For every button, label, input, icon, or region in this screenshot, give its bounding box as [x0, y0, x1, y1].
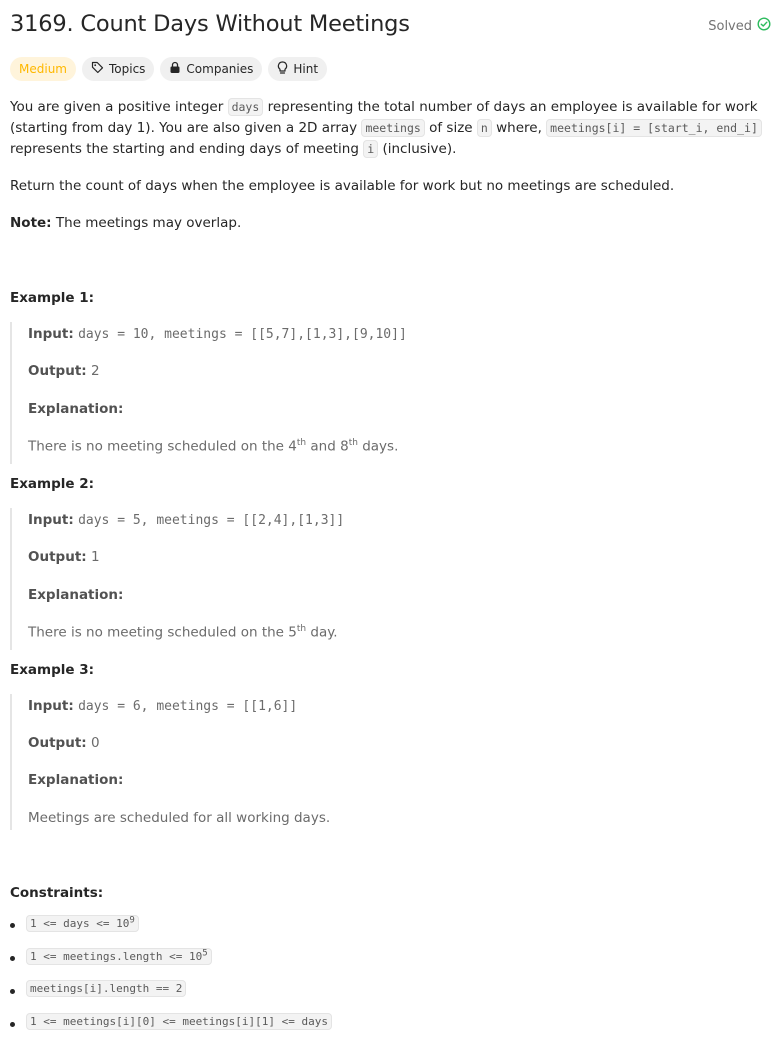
input-label: Input:: [28, 326, 74, 342]
companies-button[interactable]: [160, 57, 262, 81]
hint-label: Hint: [293, 62, 319, 76]
note-paragraph: [10, 213, 241, 234]
text: and 8: [306, 438, 349, 455]
inline-code: meetings: [361, 119, 424, 137]
example-3-explanation: Meetings are scheduled for all working days.: [28, 810, 331, 826]
list-item: [10, 1014, 332, 1047]
example-1-heading: Example 1:: [10, 290, 95, 306]
inline-code: days: [228, 98, 264, 116]
list-item: [10, 981, 332, 1014]
text: 1 <= meetings.length <= 10: [30, 949, 203, 963]
superscript: th: [296, 624, 307, 634]
topics-button[interactable]: [82, 57, 154, 81]
text: represents the starting and ending days of meeting: [10, 141, 364, 157]
companies-label: Companies: [186, 62, 254, 76]
text: (inclusive).: [378, 141, 457, 157]
superscript: 5: [202, 948, 208, 958]
solved-status: [708, 17, 771, 35]
input-value: days = 6, meetings = [[1,6]]: [78, 699, 298, 714]
output-label: Output:: [28, 363, 87, 379]
solved-label: Solved: [708, 18, 752, 34]
explanation-label: Explanation:: [28, 587, 124, 603]
check-circle-icon: [757, 17, 771, 35]
example-3-input: [28, 698, 297, 714]
inline-code: i: [363, 140, 378, 158]
inline-code: n: [477, 119, 492, 137]
note-text: The meetings may overlap.: [51, 215, 242, 231]
example-1-explanation: [28, 438, 398, 455]
example-3-output: [28, 735, 100, 751]
example-2-explanation-label: [28, 587, 123, 603]
inline-code: [26, 915, 139, 932]
list-item: [10, 915, 332, 948]
example-1-input: [28, 326, 407, 342]
constraints-list: [10, 915, 332, 1047]
text: representing the total number of days an employee is available for work (starting from day 1). You are also given a 2D array: [10, 99, 758, 136]
constraints-heading: Constraints:: [10, 885, 104, 901]
superscript: th: [348, 438, 358, 448]
explanation-label: Explanation:: [28, 772, 124, 788]
tag-bar: [10, 57, 327, 81]
text: There is no meeting scheduled on the 5: [28, 624, 297, 641]
text: 1 <= days <= 10: [30, 916, 130, 930]
lightbulb-icon: [277, 61, 288, 78]
output-value: 0: [90, 735, 100, 751]
text: of size: [424, 120, 477, 136]
text: day.: [306, 624, 338, 641]
example-3-heading: Example 3:: [10, 662, 95, 678]
topics-label: Topics: [108, 62, 146, 76]
note-label: Note:: [10, 215, 52, 231]
inline-code: 1 <= meetings[i][0] <= meetings[i][1] <= days: [26, 1013, 332, 1030]
output-value: 2: [90, 363, 100, 379]
explanation-label: Explanation:: [28, 401, 124, 417]
example-2-output: [28, 549, 100, 565]
text: days.: [357, 438, 399, 455]
superscript: 9: [129, 915, 135, 925]
output-label: Output:: [28, 549, 87, 565]
input-value: days = 5, meetings = [[2,4],[1,3]]: [78, 513, 345, 528]
example-3-explanation-label: [28, 772, 123, 788]
text: There is no meeting scheduled on the 4: [28, 438, 297, 455]
difficulty-badge[interactable]: Medium: [10, 57, 76, 81]
example-2-heading: Example 2:: [10, 476, 95, 492]
inline-code: [26, 948, 212, 965]
example-1-output: [28, 363, 100, 379]
lock-icon: [169, 61, 181, 77]
description-paragraph-2: Return the count of days when the employee is available for work but no meetings are scheduled.: [10, 178, 675, 194]
input-label: Input:: [28, 698, 74, 714]
description-paragraph-1: [10, 97, 770, 160]
tag-icon: [91, 61, 104, 77]
text: where,: [491, 120, 547, 136]
output-label: Output:: [28, 735, 87, 751]
inline-code: meetings[i] = [start_i, end_i]: [546, 119, 762, 137]
hint-button[interactable]: [268, 57, 327, 81]
input-value: days = 10, meetings = [[5,7],[1,3],[9,10]]: [78, 327, 407, 342]
list-item: [10, 948, 332, 981]
example-2-explanation: [28, 624, 338, 641]
example-1-explanation-label: [28, 401, 123, 417]
page-title: 3169. Count Days Without Meetings: [10, 11, 410, 37]
example-2-input: [28, 512, 344, 528]
superscript: th: [296, 438, 307, 448]
inline-code: meetings[i].length == 2: [26, 980, 186, 997]
input-label: Input:: [28, 512, 74, 528]
text: You are given a positive integer: [10, 99, 228, 115]
output-value: 1: [90, 549, 100, 565]
